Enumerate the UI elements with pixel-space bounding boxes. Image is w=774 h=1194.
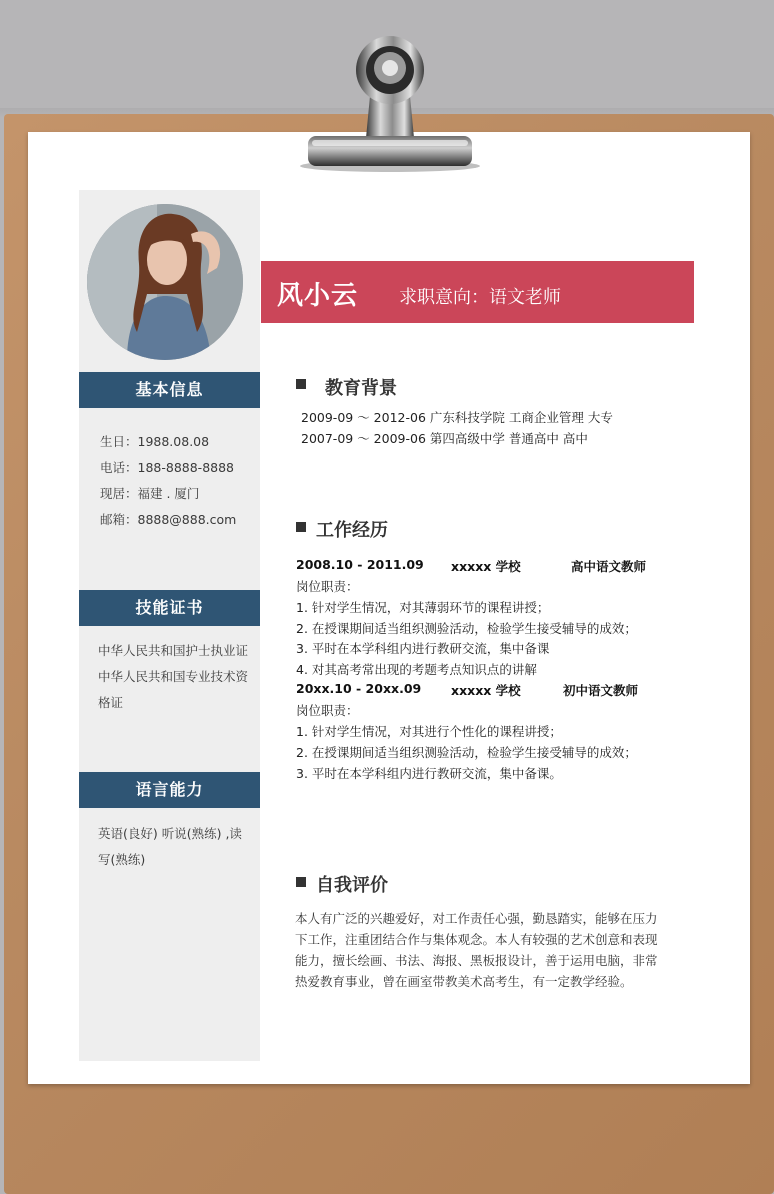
self-eval-text: 本人有广泛的兴趣爱好，对工作责任心强，勤恳踏实，能够在压力下工作，注重团结合作与集体观念。本人有较强的艺术创意和表现能力，擅长绘画、书法、海报、黑板报设计，善于运用电脑，非常热爱教育事业，曾在画室带教美术高考生，有一定教学经验。 <box>295 911 658 989</box>
job-school: xxxxx 学校 <box>451 559 521 574</box>
info-location: 现居：福建 . 厦门 <box>100 486 200 501</box>
duty-item: 1. 针对学生情况，对其薄弱环节的课程讲授； <box>296 600 550 615</box>
duty-item: 3. 平时在本学科组内进行教研交流，集中备课。 <box>296 766 562 781</box>
duty-item: 2. 在授课期间适当组织测验活动，检验学生接受辅导的成效； <box>296 621 637 636</box>
square-bullet-icon <box>296 877 306 887</box>
education-row: 2009-09 ～ 2012-06 广东科技学院 工商企业管理 大专 <box>301 410 613 425</box>
job-period: 2008.10 - 2011.09 <box>296 557 424 572</box>
info-phone: 电话：188-8888-8888 <box>100 460 235 475</box>
duty-item: 3. 平时在本学科组内进行教研交流，集中备课 <box>296 641 550 656</box>
skills-heading: 技能证书 <box>79 590 260 626</box>
languages-text: 英语(良好) 听说(熟练) ,读写(熟练) <box>98 826 242 867</box>
job-school: xxxxx 学校 <box>451 683 521 698</box>
job-period: 20xx.10 - 20xx.09 <box>296 681 422 696</box>
duty-label: 岗位职责： <box>296 579 359 594</box>
candidate-name: 风小云 <box>277 281 359 311</box>
binder-clip-icon <box>290 26 490 176</box>
job-title: 初中语文教师 <box>563 683 639 698</box>
self-eval-heading: 自我评价 <box>316 875 388 896</box>
skills-text: 中华人民共和国护士执业证中华人民共和国专业技术资格证 <box>98 643 249 710</box>
job-title: 高中语文教师 <box>571 559 647 574</box>
work-heading: 工作经历 <box>316 520 388 541</box>
info-birthday: 生日：1988.08.08 <box>100 434 210 449</box>
duty-item: 4. 对其高考常出现的考题考点知识点的讲解 <box>296 662 537 677</box>
square-bullet-icon <box>296 522 306 532</box>
square-bullet-icon <box>296 379 306 389</box>
avatar <box>87 204 243 360</box>
duty-label: 岗位职责： <box>296 703 359 718</box>
name-banner <box>261 261 694 323</box>
basic-info-heading: 基本信息 <box>79 372 260 408</box>
job-intent: 求职意向：语文老师 <box>399 287 561 308</box>
languages-heading: 语言能力 <box>79 772 260 808</box>
duty-item: 1. 针对学生情况，对其进行个性化的课程讲授； <box>296 724 562 739</box>
info-email: 邮箱：8888@888.com <box>100 512 237 527</box>
education-row: 2007-09 ～ 2009-06 第四高级中学 普通高中 高中 <box>301 431 588 446</box>
duty-item: 2. 在授课期间适当组织测验活动，检验学生接受辅导的成效； <box>296 745 637 760</box>
portrait-image <box>87 204 243 360</box>
education-heading: 教育背景 <box>325 378 397 399</box>
